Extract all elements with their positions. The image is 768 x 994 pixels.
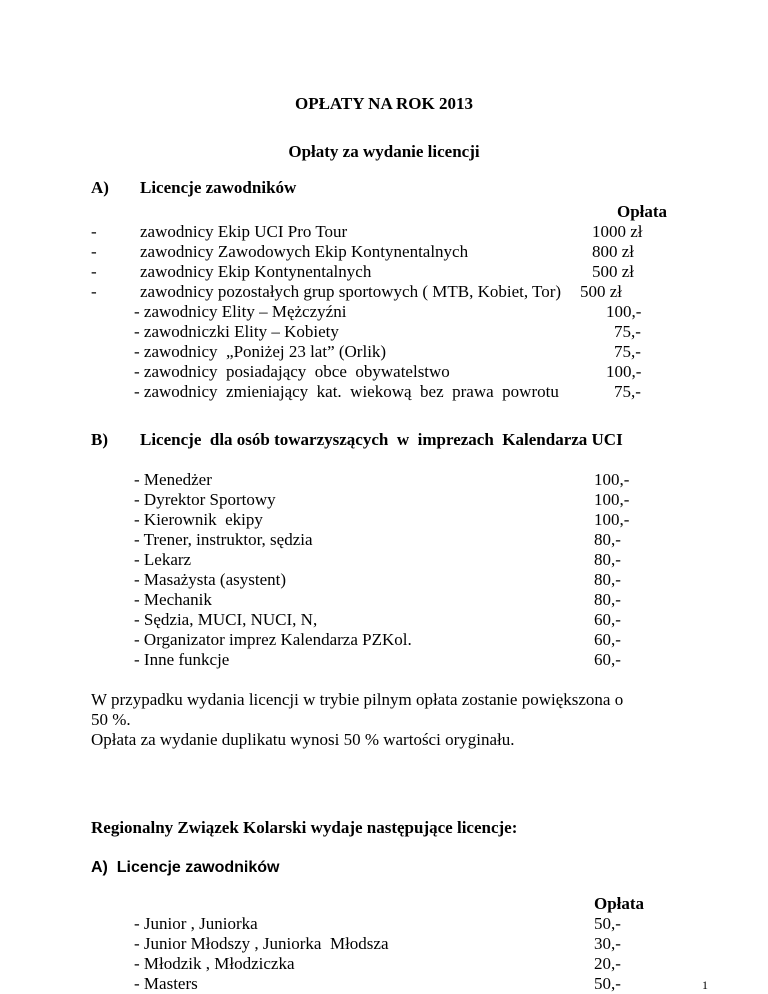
- staff-item-value: 80,-: [594, 530, 621, 549]
- license-subitem-value: 75,-: [614, 382, 641, 401]
- staff-item-label: - Masażysta (asystent): [134, 570, 287, 589]
- note-line: 50 %.: [91, 710, 131, 729]
- staff-item-value: 80,-: [594, 590, 621, 609]
- staff-item-value: 80,-: [594, 570, 621, 589]
- staff-item-label: - Sędzia, MUCI, NUCI, N,: [134, 610, 318, 629]
- staff-item-value: 100,-: [594, 490, 630, 509]
- page-subtitle: Opłaty za wydanie licencji: [288, 142, 480, 161]
- regional-fee-header: Opłata: [594, 894, 645, 913]
- staff-item-label: - Inne funkcje: [134, 650, 230, 669]
- license-subitem-value: 75,-: [614, 322, 641, 341]
- license-subitem-label: - zawodnicy zmieniający kat. wiekową bez prawa powrotu: [134, 382, 559, 401]
- regional-item-value: 50,-: [594, 974, 621, 993]
- staff-item-label: - Organizator imprez Kalendarza PZKol.: [134, 630, 412, 649]
- section-a-letter: A): [91, 178, 109, 197]
- staff-item-value: 60,-: [594, 610, 621, 629]
- regional-item-value: 50,-: [594, 914, 621, 933]
- section-a-dash: -: [91, 242, 97, 261]
- license-item-value: 500 zł: [580, 282, 623, 301]
- license-item-label: zawodnicy Zawodowych Ekip Kontynentalnych: [140, 242, 469, 261]
- license-item-label: zawodnicy Ekip Kontynentalnych: [140, 262, 372, 281]
- section-a-heading: Licencje zawodników: [140, 178, 297, 197]
- note-line: Opłata za wydanie duplikatu wynosi 50 % wartości oryginału.: [91, 730, 515, 749]
- section-b-heading: Licencje dla osób towarzyszących w imprezach Kalendarza UCI: [140, 430, 623, 449]
- staff-item-value: 60,-: [594, 650, 621, 669]
- staff-item-label: - Lekarz: [134, 550, 192, 569]
- license-subitem-value: 100,-: [606, 362, 642, 381]
- staff-item-label: - Mechanik: [134, 590, 212, 609]
- page-number: 1: [702, 978, 708, 992]
- page-title: OPŁATY NA ROK 2013: [294, 94, 474, 113]
- section-a-dash: -: [91, 282, 97, 301]
- license-item-value: 800 zł: [592, 242, 635, 261]
- regional-item-label: - Junior Młodszy , Juniorka Młodsza: [134, 934, 389, 953]
- regional-item-value: 20,-: [594, 954, 621, 973]
- section-a-fee-header: Opłata: [617, 202, 668, 221]
- staff-item-value: 80,-: [594, 550, 621, 569]
- regional-item-label: - Młodzik , Młodziczka: [134, 954, 295, 973]
- staff-item-label: - Kierownik ekipy: [134, 510, 263, 529]
- staff-item-value: 60,-: [594, 630, 621, 649]
- license-subitem-label: - zawodnicy Elity – Mężczyźni: [134, 302, 347, 321]
- license-subitem-value: 100,-: [606, 302, 642, 321]
- regional-subheading: A) Licencje zawodników: [91, 859, 280, 876]
- regional-item-value: 30,-: [594, 934, 621, 953]
- section-a-dash: -: [91, 262, 97, 281]
- regional-item-label: - Junior , Juniorka: [134, 914, 258, 933]
- section-a-dash: -: [91, 222, 97, 241]
- license-item-label: zawodnicy Ekip UCI Pro Tour: [140, 222, 348, 241]
- license-subitem-label: - zawodnicy „Poniżej 23 lat” (Orlik): [134, 342, 387, 361]
- staff-item-value: 100,-: [594, 470, 630, 489]
- regional-item-label: - Masters: [134, 974, 198, 993]
- license-subitem-label: - zawodniczki Elity – Kobiety: [134, 322, 339, 341]
- license-subitem-label: - zawodnicy posiadający obce obywatelstwo: [134, 362, 450, 381]
- staff-item-label: - Menedżer: [134, 470, 212, 489]
- section-b-letter: B): [91, 430, 108, 449]
- license-item-label: zawodnicy pozostałych grup sportowych ( MTB, Kobiet, Tor): [140, 282, 562, 301]
- license-subitem-value: 75,-: [614, 342, 641, 361]
- note-line: W przypadku wydania licencji w trybie pilnym opłata zostanie powiększona o: [91, 690, 624, 709]
- regional-heading: Regionalny Związek Kolarski wydaje następujące licencje:: [91, 818, 518, 837]
- staff-item-label: - Trener, instruktor, sędzia: [134, 530, 313, 549]
- staff-item-value: 100,-: [594, 510, 630, 529]
- license-item-value: 1000 zł: [592, 222, 643, 241]
- staff-item-label: - Dyrektor Sportowy: [134, 490, 276, 509]
- license-item-value: 500 zł: [592, 262, 635, 281]
